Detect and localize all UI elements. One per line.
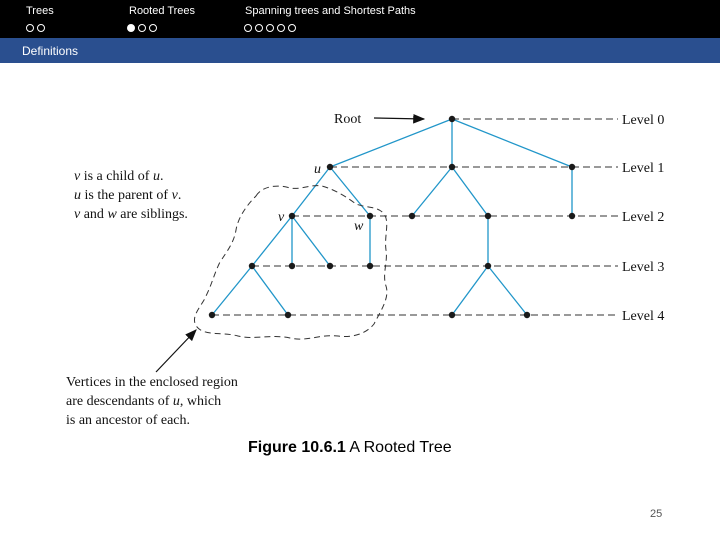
nav-dot[interactable] (288, 24, 296, 32)
nav-dots-spanning-trees[interactable] (244, 24, 296, 33)
node-label-v: v (278, 210, 285, 225)
nav-section-rooted-trees[interactable]: Rooted Trees (129, 5, 196, 17)
tree-node (209, 312, 215, 318)
nav-section-trees[interactable]: Trees (26, 5, 54, 17)
statement-siblings: v and w are siblings. (74, 207, 188, 222)
nav-dot[interactable] (149, 24, 157, 32)
figure-caption (248, 439, 452, 457)
note-line-2: are descendants of u, which (66, 394, 222, 409)
root-label: Root (334, 112, 362, 127)
edge (252, 216, 292, 266)
nav-dot[interactable] (255, 24, 263, 32)
nav-dot[interactable] (266, 24, 274, 32)
statement-parent: u is the parent of v. (74, 188, 182, 203)
node-label-w: w (354, 219, 364, 234)
navigation-bar (0, 0, 720, 38)
edge (452, 266, 488, 315)
edge (252, 266, 288, 315)
level-label-4: Level 4 (622, 309, 665, 324)
level-label-3: Level 3 (622, 260, 665, 275)
figure-number: Figure 10.6.1 (248, 439, 346, 456)
nav-dot[interactable] (244, 24, 252, 32)
nav-dot[interactable] (138, 24, 146, 32)
tree-node (327, 263, 333, 269)
edge (292, 216, 330, 266)
tree-node (367, 263, 373, 269)
level-label-0: Level 0 (622, 113, 665, 128)
nav-dot-current[interactable] (127, 24, 135, 32)
edge (452, 119, 572, 167)
tree-node (289, 263, 295, 269)
tree-node-v (289, 213, 295, 219)
tree-node (485, 213, 491, 219)
tree-node (249, 263, 255, 269)
nav-section-spanning-trees[interactable]: Spanning trees and Shortest Paths (245, 5, 416, 17)
root-arrow (374, 118, 424, 119)
level-label-1: Level 1 (622, 161, 665, 176)
tree-node (409, 213, 415, 219)
edge (412, 167, 452, 216)
rooted-tree-diagram (0, 63, 720, 443)
nav-dot[interactable] (26, 24, 34, 32)
relationship-statements (74, 169, 188, 222)
tree-node (524, 312, 530, 318)
tree-node (569, 164, 575, 170)
tree-node (569, 213, 575, 219)
figure-title: A Rooted Tree (349, 439, 452, 456)
edge (452, 167, 488, 216)
tree-edges (212, 119, 572, 315)
edge (212, 266, 252, 315)
tree-node (485, 263, 491, 269)
tree-node-w (367, 213, 373, 219)
nav-dots-rooted-trees[interactable] (127, 24, 157, 33)
statement-child: v is a child of u. (74, 169, 164, 184)
tree-node (285, 312, 291, 318)
note-line-3: is an ancestor of each. (66, 413, 190, 428)
node-label-u: u (314, 162, 321, 177)
nav-dot[interactable] (277, 24, 285, 32)
edge (488, 266, 527, 315)
subsection-bar (0, 38, 720, 63)
note-line-1: Vertices in the enclosed region (66, 375, 238, 390)
edge (292, 167, 330, 216)
tree-node (449, 164, 455, 170)
region-arrow (156, 330, 196, 372)
tree-node-u (327, 164, 333, 170)
nav-dot[interactable] (37, 24, 45, 32)
descendants-note (66, 375, 238, 428)
tree-node (449, 312, 455, 318)
tree-node-root (449, 116, 455, 122)
nav-dots-trees[interactable] (26, 24, 45, 33)
level-label-2: Level 2 (622, 210, 665, 225)
page-number: 25 (650, 508, 663, 520)
subsection-title: Definitions (22, 44, 79, 58)
